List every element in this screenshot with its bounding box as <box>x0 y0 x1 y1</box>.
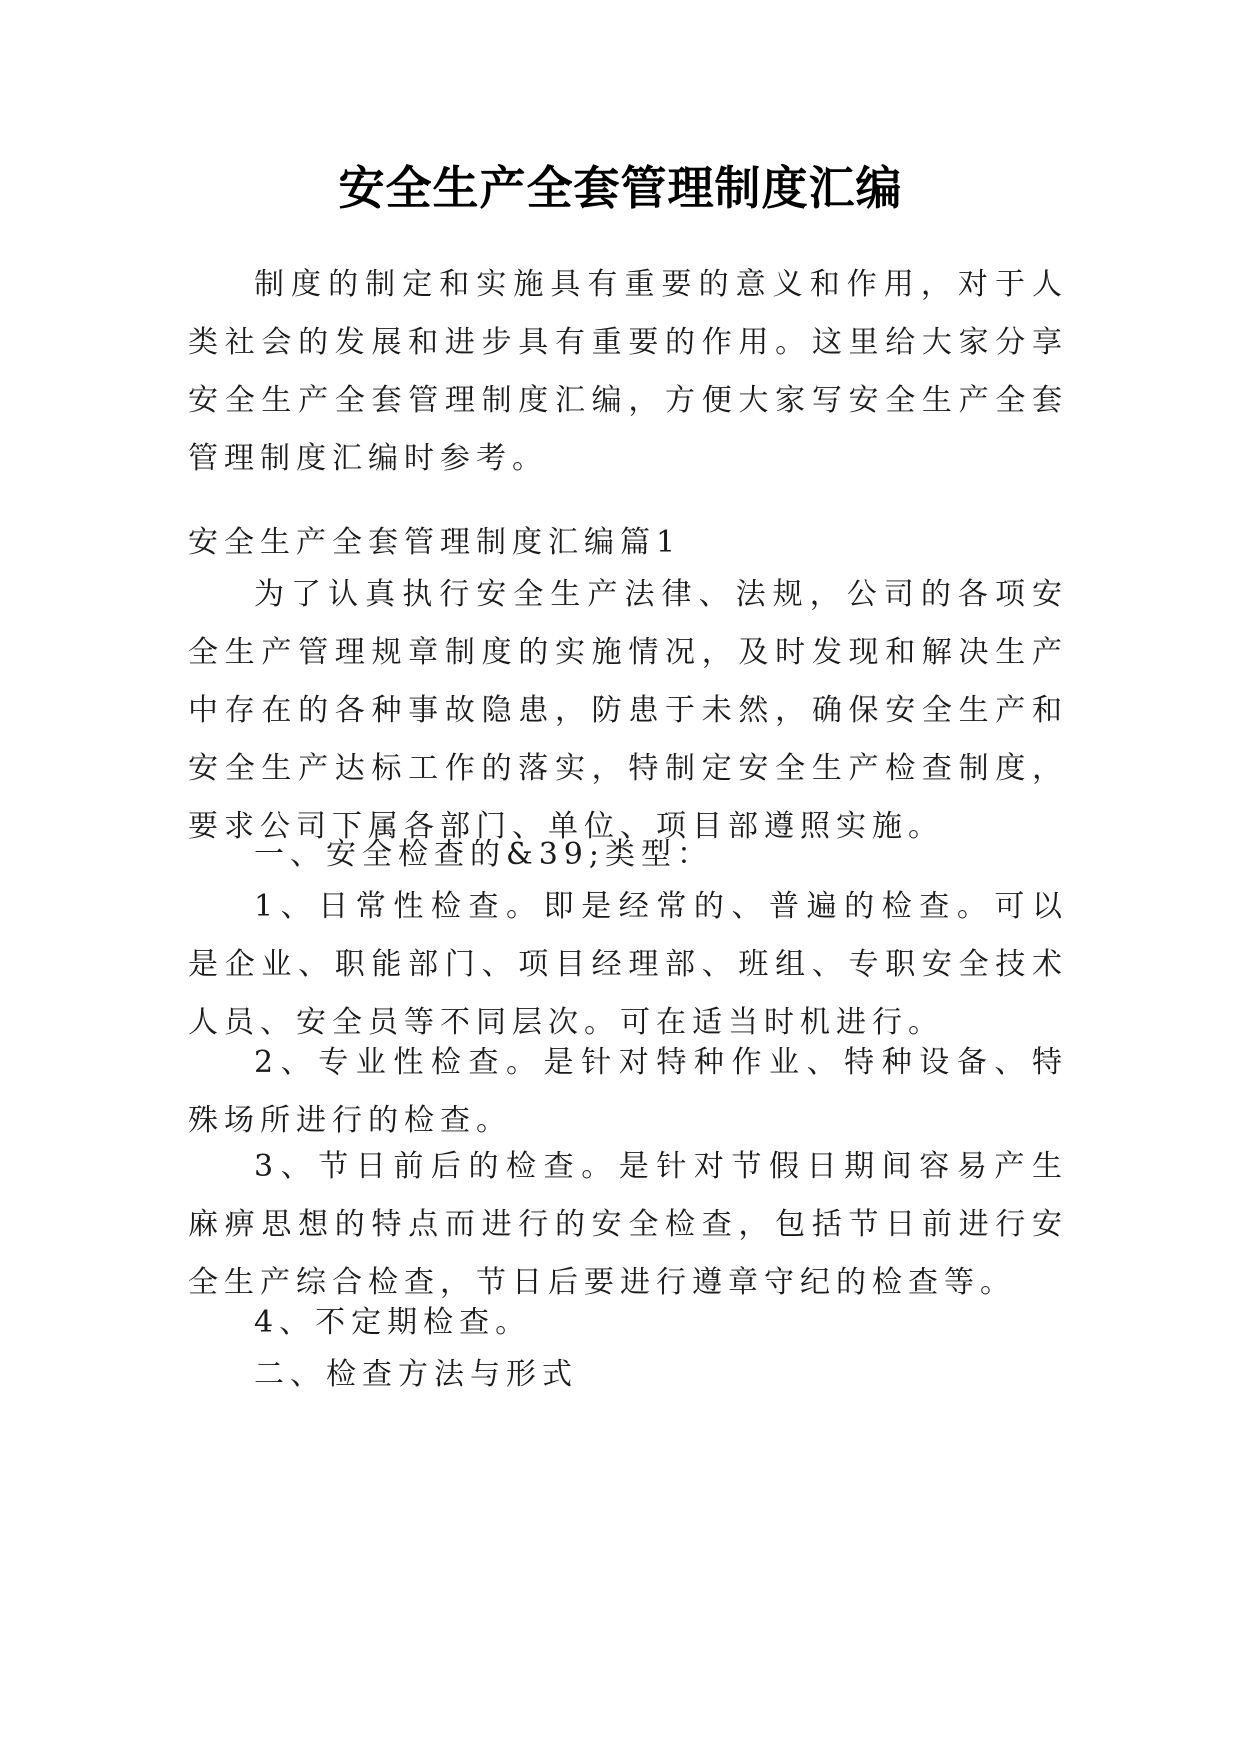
body-paragraph-6: 4、不定期检查。 <box>254 1305 532 1340</box>
section-heading: 安全生产全套管理制度汇编篇1 <box>188 525 682 560</box>
body-paragraph-7: 二、检查方法与形式 <box>254 1357 578 1392</box>
body-paragraph-3: 1、日常性检查。即是经常的、普遍的检查。可以是企业、职能部门、项目经理部、班组、专职安全技术人员、安全员等不同层次。可在适当时机进行。 <box>188 889 1068 1040</box>
intro-paragraph: 制度的制定和实施具有重要的意义和作用，对于人类社会的发展和进步具有重要的作用。这里给大家分享安全生产全套管理制度汇编，方便大家写安全生产全套管理制度汇编时参考。 <box>188 267 1068 476</box>
body-paragraph-4: 2、专业性检查。是针对特种作业、特种设备、特殊场所进行的检查。 <box>188 1045 1068 1138</box>
body-paragraph-2: 一、安全检查的&39;类型： <box>254 837 713 872</box>
body-paragraph-1: 为了认真执行安全生产法律、法规，公司的各项安全生产管理规章制度的实施情况，及时发现和解决生产中存在的各种事故隐患，防患于未然，确保安全生产和安全生产达标工作的落实，特制定安全生产检查制度，要求公司下属各部门、单位、项目部遵照实施。 <box>188 577 1068 844</box>
document-title: 安全生产全套管理制度汇编 <box>338 161 903 215</box>
body-paragraph-5: 3、节日前后的检查。是针对节假日期间容易产生麻痹思想的特点而进行的安全检查，包括节日前进行安全生产综合检查，节日后要进行遵章守纪的检查等。 <box>188 1149 1068 1300</box>
